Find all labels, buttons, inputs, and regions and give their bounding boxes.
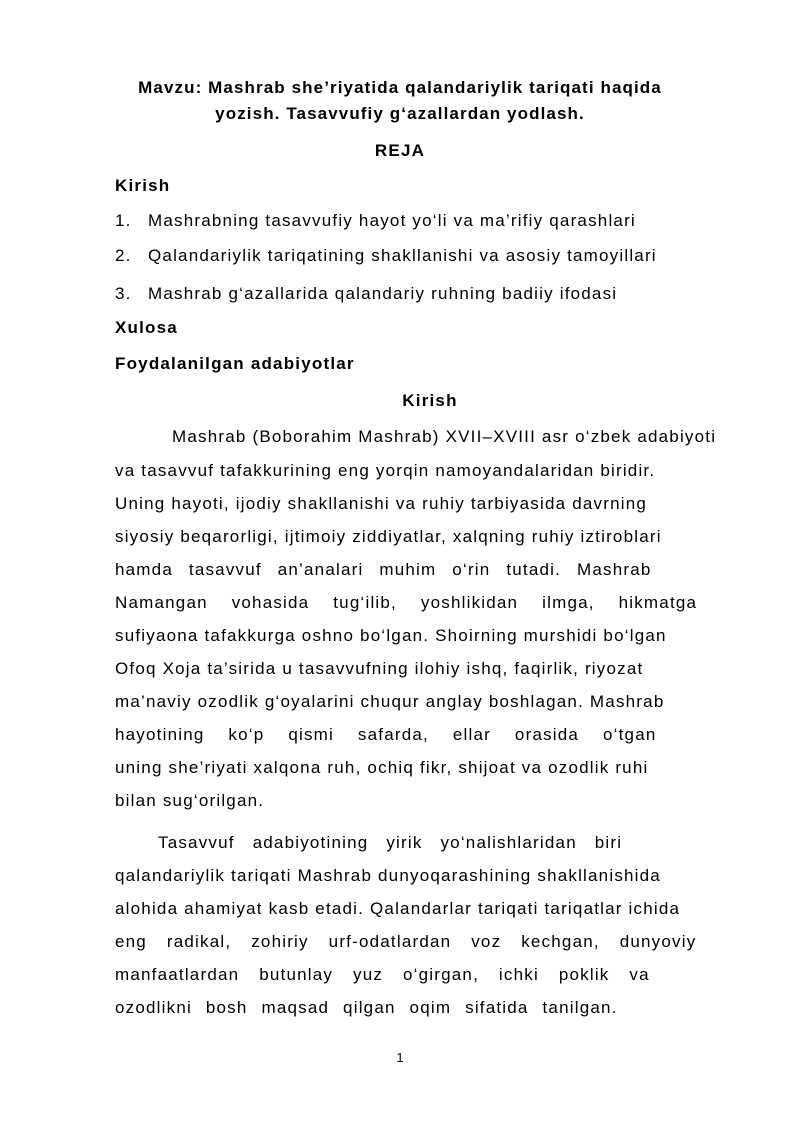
paragraph-1-line: Mashrab (Boborahim Mashrab) XVII–XVIII asr o‘zbek adabiyoti — [172, 427, 717, 446]
paragraph-1-line: sufiyaona tafakkurga oshno bo‘lgan. Shoirning murshidi bo‘lgan — [115, 626, 667, 645]
paragraph-2-line: alohida ahamiyat kasb etadi. Qalandarlar tariqati tariqatlar ichida — [115, 899, 681, 918]
paragraph-1-line: va tasavvuf tafakkurining eng yorqin namoyandalaridan biridir. — [115, 461, 656, 480]
paragraph-1-line: uning she’riyati xalqona ruh, ochiq fikr, shijoat va ozodlik ruhi — [115, 758, 649, 777]
title-line-1: Mavzu: Mashrab she’riyatida qalandariylik tariqati haqida — [138, 78, 662, 97]
paragraph-1-line: Ofoq Xoja ta’sirida u tasavvufning ilohiy ishq, faqirlik, riyozat — [115, 659, 644, 678]
outline-item-number: 1. — [115, 211, 132, 230]
outline-intro: Kirish — [115, 176, 171, 195]
paragraph-2-line: ozodlikni bosh maqsad qilgan oqim sifatida tanilgan. — [115, 998, 618, 1017]
outline-item-number: 2. — [115, 246, 132, 265]
outline-item-text: Mashrabning tasavvufiy hayot yo‘li va ma’rifiy qarashlari — [148, 211, 636, 230]
paragraph-1-line: hayotining ko‘p qismi safarda, ellar orasida o‘tgan — [115, 725, 657, 744]
paragraph-1-line: bilan sug‘orilgan. — [115, 791, 265, 810]
outline-references: Foydalanilgan adabiyotlar — [115, 354, 355, 373]
section-heading: Kirish — [402, 391, 458, 410]
outline-item-text: Mashrab g‘azallarida qalandariy ruhning badiiy ifodasi — [148, 284, 618, 303]
page-number: 1 — [396, 1050, 404, 1065]
reja-heading: REJA — [374, 141, 426, 160]
paragraph-1-line: hamda tasavvuf an’analari muhim o‘rin tutadi. Mashrab — [115, 560, 652, 579]
paragraph-1-line: Uning hayoti, ijodiy shakllanishi va ruhiy tarbiyasida davrning — [115, 494, 648, 513]
paragraph-2-line: manfaatlardan butunlay yuz o‘girgan, ichki poklik va — [115, 965, 650, 984]
outline-item-number: 3. — [115, 284, 132, 303]
paragraph-2-line: Tasavvuf adabiyotining yirik yo‘nalishlaridan biri — [158, 833, 623, 852]
paragraph-1-line: ma’naviy ozodlik g‘oyalarini chuqur anglay boshlagan. Mashrab — [115, 692, 665, 711]
paragraph-1-line: Namangan vohasida tug‘ilib, yoshlikidan ilmga, hikmatga — [115, 593, 698, 612]
title-line-2: yozish. Tasavvufiy g‘azallardan yodlash. — [215, 104, 585, 123]
outline-conclusion: Xulosa — [115, 318, 178, 337]
paragraph-1-line: siyosiy beqarorligi, ijtimoiy ziddiyatlar, xalqning ruhiy iztiroblari — [115, 527, 662, 546]
paragraph-2-line: eng radikal, zohiriy urf-odatlardan voz kechgan, dunyoviy — [115, 932, 697, 951]
outline-item-text: Qalandariylik tariqatining shakllanishi va asosiy tamoyillari — [148, 246, 657, 265]
paragraph-2-line: qalandariylik tariqati Mashrab dunyoqarashining shakllanishida — [115, 866, 661, 885]
